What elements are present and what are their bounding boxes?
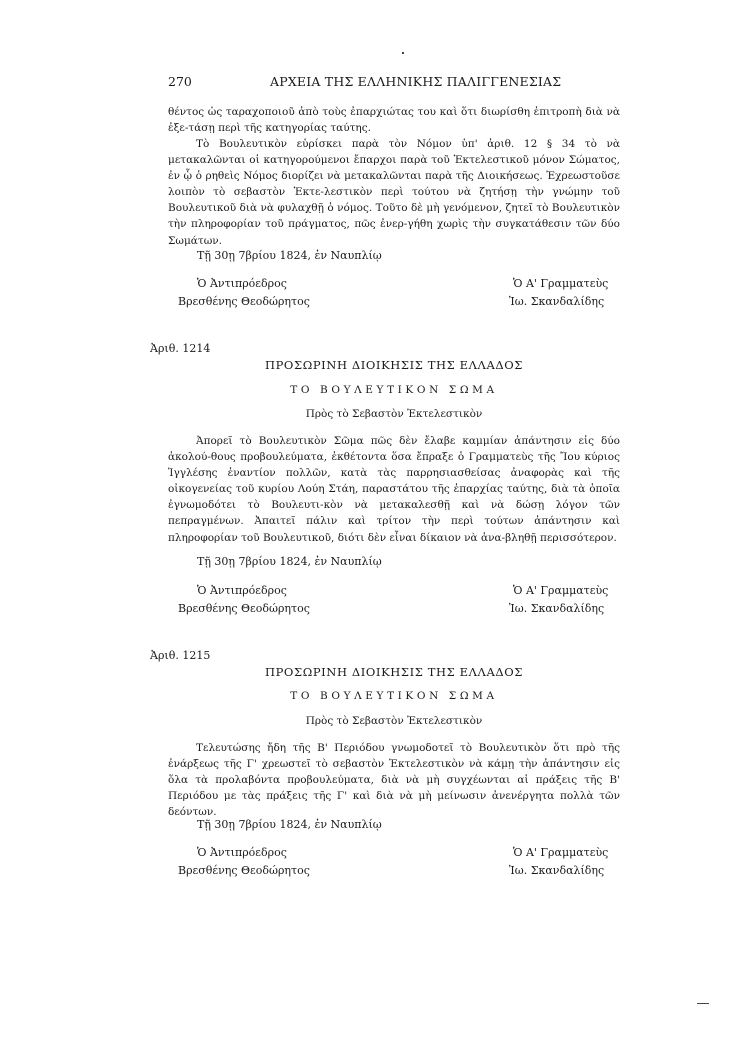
signature-right-name: Ἰω. Σκανδαλίδης (509, 295, 605, 308)
document-body-1214: Ἀπορεῖ τὸ Βουλευτικὸν Σῶμα πῶς δὲν ἔλαβε καμμίαν ἀπάντησιν εἰς δύο ἀκολού-θους προβουλεύματα, ἐκθέτοντα ὅσα ἔπραξε ὁ Γραμματεὺς τῆς Ἴου κύριος Ἰγγλέσης ἐναντίον πολλῶν, κατὰ τὰς παρρησιασθείσας ἀναφορὰς καὶ τῆς οἰκογενείας τοῦ κυρίου Λούη Στάη, παραστάτου τῆς ἐπαρχίας ταύτης, διὰ τὰ ὁποῖα ἐγνωμοδότει τὸ Βουλευτι-κὸν νὰ μετακαλεσθῇ καὶ νὰ δώσῃ λόγον τῶν πεπραγμένων. Ἀπαιτεῖ πάλιν καὶ τρίτον τὴν περὶ τούτων ἀπάντησιν καὶ πληροφορίαν τοῦ Βουλευτικοῦ, διότι δὲν εἶναι δίκαιον νὰ ἀνα-βληθῇ περισσότερον. (168, 435, 620, 544)
signature-right-title: Ὁ Α' Γραμματεὺς (513, 277, 609, 290)
document-addressee-1215: Πρὸς τὸ Σεβαστὸν Ἐκτελεστικὸν (305, 715, 483, 727)
signature-left-name: Βρεσθένης Θεοδώρητος (178, 602, 310, 615)
signature-right-title: Ὁ Α' Γραμματεὺς (513, 584, 609, 597)
signature-left-name: Βρεσθένης Θεοδώρητος (178, 295, 310, 308)
page-header (168, 74, 568, 94)
document-body-1215: Τελευτώσης ἤδη τῆς Β' Περιόδου γνωμοδοτεῖ τὸ Βουλευτικὸν ὅτι πρὸ τῆς ἐνάρξεως τῆς Γ' χρεωστεῖ τὸ σεβαστὸν Ἐκτελεστικὸν νὰ κάμῃ τὴν ἀπάντησιν εἰς ὅλα τὰ προλαβόντα προβουλεύματα, διὰ νὰ μὴ συγχέωνται αἱ πράξεις τῆς Β' Περιόδου με τὰς πράξεις τῆς Γ' καὶ διὰ νὰ μὴ μείνωσιν ἀνενέργητα πολλὰ τῶν δεόντων. (168, 742, 620, 819)
document-title-1214: ΠΡΟΣΩΡΙΝΗ ΔΙΟΙΚΗΣΙΣ ΤΗΣ ΕΛΛΑΔΟΣ (264, 358, 524, 372)
continuation-paragraph-1: θέντος ὡς ταραχοποιοῦ ἀπὸ τοὺς ἐπαρχιώτας του καὶ ὅτι διωρίσθη ἐπιτροπὴ διὰ νὰ ἐξε-τάσῃ περὶ τῆς κατηγορίας ταύτης. (168, 106, 620, 135)
signature-right-name: Ἰω. Σκανδαλίδης (509, 864, 605, 877)
page-number: 270 (168, 74, 192, 89)
signature-left-title: Ὁ Ἀντιπρόεδρος (197, 846, 287, 859)
document-subtitle-1215: ΤΟ ΒΟΥΛΕΥΤΙΚΟΝ ΣΩΜΑ (290, 690, 498, 702)
document-date-1215: Τῇ 30ῃ 7βρίου 1824, ἐν Ναυπλίῳ (197, 818, 382, 831)
scan-edge-mark (697, 1003, 709, 1004)
document-subtitle-1214: ΤΟ ΒΟΥΛΕΥΤΙΚΟΝ ΣΩΜΑ (290, 384, 498, 396)
continuation-date: Τῇ 30ῃ 7βρίου 1824, ἐν Ναυπλίῳ (197, 249, 382, 262)
document-number-1215: Ἀριθ. 1215 (150, 649, 211, 662)
document-date-1214: Τῇ 30ῃ 7βρίου 1824, ἐν Ναυπλίῳ (197, 555, 382, 568)
signature-left-title: Ὁ Ἀντιπρόεδρος (197, 277, 287, 290)
signature-right-title: Ὁ Α' Γραμματεὺς (513, 846, 609, 859)
document-number-1214: Ἀριθ. 1214 (150, 342, 211, 355)
running-title: ΑΡΧΕΙΑ ΤΗΣ ΕΛΛΗΝΙΚΗΣ ΠΑΛΙΓΓΕΝΕΣΙΑΣ (270, 74, 562, 89)
signature-left-title: Ὁ Ἀντιπρόεδρος (197, 584, 287, 597)
document-addressee-1214: Πρὸς τὸ Σεβαστὸν Ἐκτελεστικὸν (305, 408, 483, 420)
document-title-1215: ΠΡΟΣΩΡΙΝΗ ΔΙΟΙΚΗΣΙΣ ΤΗΣ ΕΛΛΑΔΟΣ (264, 665, 524, 679)
signature-right-name: Ἰω. Σκανδαλίδης (509, 602, 605, 615)
signature-left-name: Βρεσθένης Θεοδώρητος (178, 864, 310, 877)
scan-speck (402, 52, 404, 54)
continuation-paragraph-2: Τὸ Βουλευτικὸν εὑρίσκει παρὰ τὸν Νόμον ὑπ' ἀριθ. 12 § 34 τὸ νὰ μετακαλῶνται οἱ κατηγορούμενοι ἔπαρχοι παρὰ τοῦ Ἐκτελεστικοῦ μόνον Σώματος, ἐν ᾧ ὁ ρηθεὶς Νόμος διορίζει νὰ μετακαλῶνται παρὰ τῆς Διοικήσεως. Ἐχρεωστοῦσε λοιπὸν τὸ σεβαστὸν Ἐκτε-λεστικὸν περὶ τούτου νὰ ζητήσῃ τὴν γνώμην τοῦ Βουλευτικοῦ διὰ νὰ φυλαχθῇ ὁ νόμος. Τοῦτο δὲ μὴ γενόμενον, ζητεῖ τὸ Βουλευτικὸν τὴν πληροφορίαν τοῦ πράγματος, πῶς ἐνερ-γήθη χωρὶς τὴν συγκατάθεσιν τῶν δύο Σωμάτων. (168, 138, 620, 247)
